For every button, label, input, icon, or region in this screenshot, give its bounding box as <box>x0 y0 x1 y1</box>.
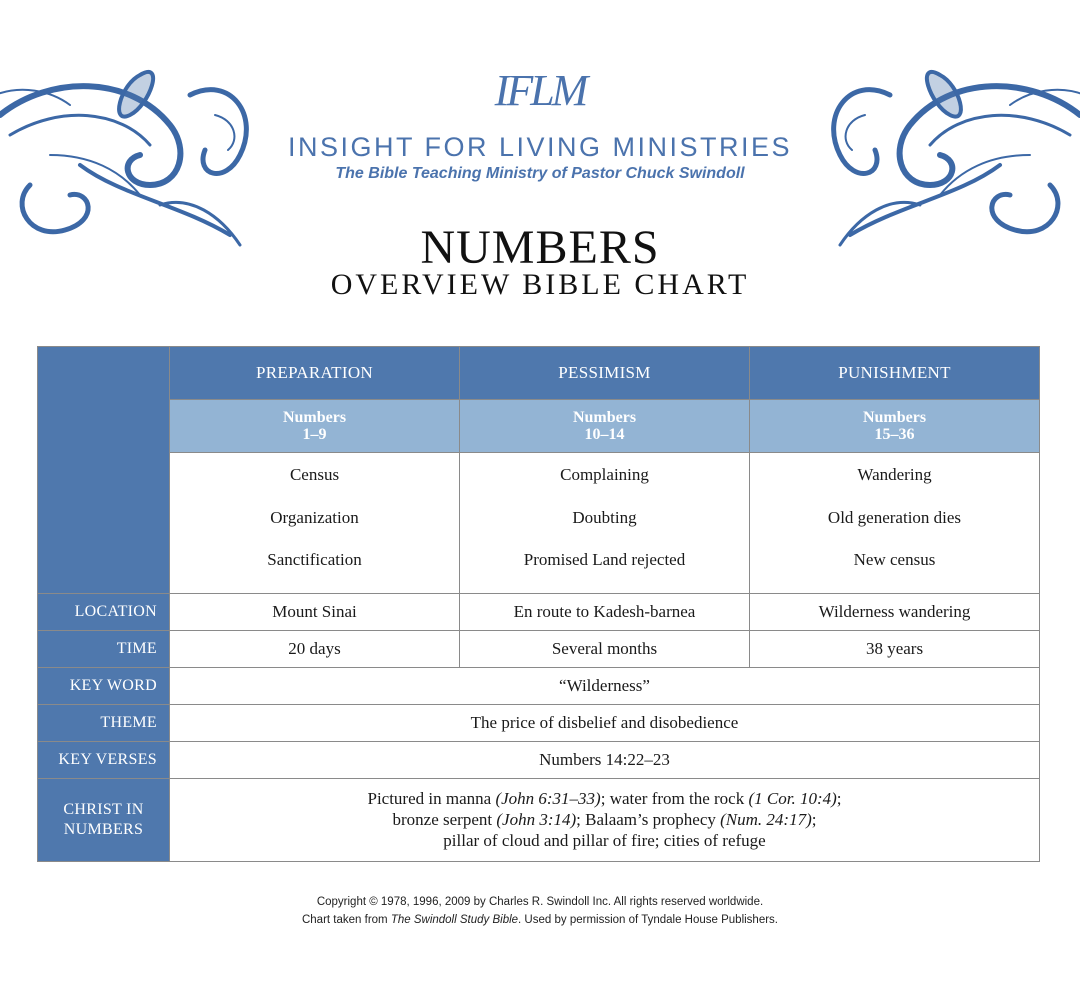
time-value: 20 days <box>170 630 460 667</box>
page-subtitle: OVERVIEW BIBLE CHART <box>330 268 750 301</box>
scripture-ref: (John 3:14) <box>496 810 577 829</box>
topic-item: Sanctification <box>267 550 362 569</box>
location-value: Wilderness wandering <box>750 593 1040 630</box>
org-name: INSIGHT FOR LIVING MINISTRIES <box>287 132 793 162</box>
chapter-numbers: 15–36 <box>874 426 915 443</box>
christ-line <box>170 809 1039 830</box>
source-text: . Used by permission of Tyndale House Publishers. <box>518 914 778 926</box>
topics-cell <box>750 453 1040 594</box>
source-book-title: The Swindoll Study Bible <box>390 914 519 926</box>
org-tagline: The Bible Teaching Ministry of Pastor Chuck Swindoll <box>335 165 745 182</box>
christ-text: ; <box>836 789 842 808</box>
topic-item: Old generation dies <box>827 507 962 527</box>
christ-line <box>170 788 1039 809</box>
section-header: PUNISHMENT <box>750 347 1040 400</box>
key-verses-label: KEY VERSES <box>38 741 170 778</box>
christ-label-line: CHRIST IN <box>63 800 144 818</box>
location-label: LOCATION <box>38 593 170 630</box>
topics-cell <box>170 453 460 594</box>
section-header: PESSIMISM <box>460 347 750 400</box>
section-header-row <box>38 347 1040 400</box>
chapter-numbers: 1–9 <box>302 426 327 443</box>
time-label: TIME <box>38 630 170 667</box>
location-value: En route to Kadesh-barnea <box>460 593 750 630</box>
key-word-label: KEY WORD <box>38 667 170 704</box>
location-value: Mount Sinai <box>170 593 460 630</box>
chapter-numbers: 10–14 <box>584 426 625 443</box>
scripture-ref: (1 Cor. 10:4) <box>748 789 837 808</box>
overview-chart-table <box>37 346 1040 862</box>
topic-item: Census <box>289 465 340 484</box>
topic-item: Organization <box>270 507 359 527</box>
location-row <box>38 593 1040 630</box>
christ-text: ; water from the rock <box>600 789 749 808</box>
christ-line: pillar of cloud and pillar of fire; cities of refuge <box>443 831 766 850</box>
copyright-notice <box>0 893 1080 929</box>
iflm-monogram-logo: IFLM <box>494 66 586 115</box>
key-verses-value: Numbers 14:22–23 <box>170 741 1040 778</box>
section-header: PREPARATION <box>170 347 460 400</box>
christ-text: ; <box>811 810 817 829</box>
chapter-range <box>460 400 750 453</box>
source-line <box>0 911 1080 929</box>
christ-in-numbers-label <box>38 778 170 861</box>
time-value: Several months <box>460 630 750 667</box>
chapter-book: Numbers <box>862 409 927 426</box>
scripture-ref: (Num. 24:17) <box>720 810 812 829</box>
page-title: NUMBERS <box>420 221 660 274</box>
topics-row <box>38 453 1040 594</box>
theme-value: The price of disbelief and disobedience <box>170 704 1040 741</box>
copyright-line: Copyright © 1978, 1996, 2009 by Charles R. Swindoll Inc. All rights reserved worldwide. <box>316 896 764 908</box>
topic-item: Doubting <box>572 507 637 527</box>
topic-item: Promised Land rejected <box>523 550 686 569</box>
theme-label: THEME <box>38 704 170 741</box>
chapter-range <box>750 400 1040 453</box>
christ-text: Pictured in manna <box>367 789 496 808</box>
chapter-book: Numbers <box>572 409 637 426</box>
side-blank-cell <box>38 347 170 594</box>
chapter-book: Numbers <box>282 409 347 426</box>
source-text: Chart taken from <box>301 914 391 926</box>
topic-item: Wandering <box>857 465 932 484</box>
christ-text: ; Balaam’s prophecy <box>576 810 721 829</box>
key-verses-row <box>38 741 1040 778</box>
key-word-value: “Wilderness” <box>170 667 1040 704</box>
christ-label-line: NUMBERS <box>63 820 144 838</box>
topic-item: Complaining <box>560 465 649 484</box>
christ-in-numbers-value <box>170 778 1040 861</box>
chapter-range-row <box>38 400 1040 453</box>
christ-in-numbers-row <box>38 778 1040 861</box>
time-value: 38 years <box>750 630 1040 667</box>
topics-cell <box>460 453 750 594</box>
chapter-range <box>170 400 460 453</box>
time-row <box>38 630 1040 667</box>
key-word-row <box>38 667 1040 704</box>
topic-item: New census <box>853 550 936 569</box>
scripture-ref: (John 6:31–33) <box>495 789 601 808</box>
theme-row <box>38 704 1040 741</box>
christ-text: bronze serpent <box>392 810 497 829</box>
